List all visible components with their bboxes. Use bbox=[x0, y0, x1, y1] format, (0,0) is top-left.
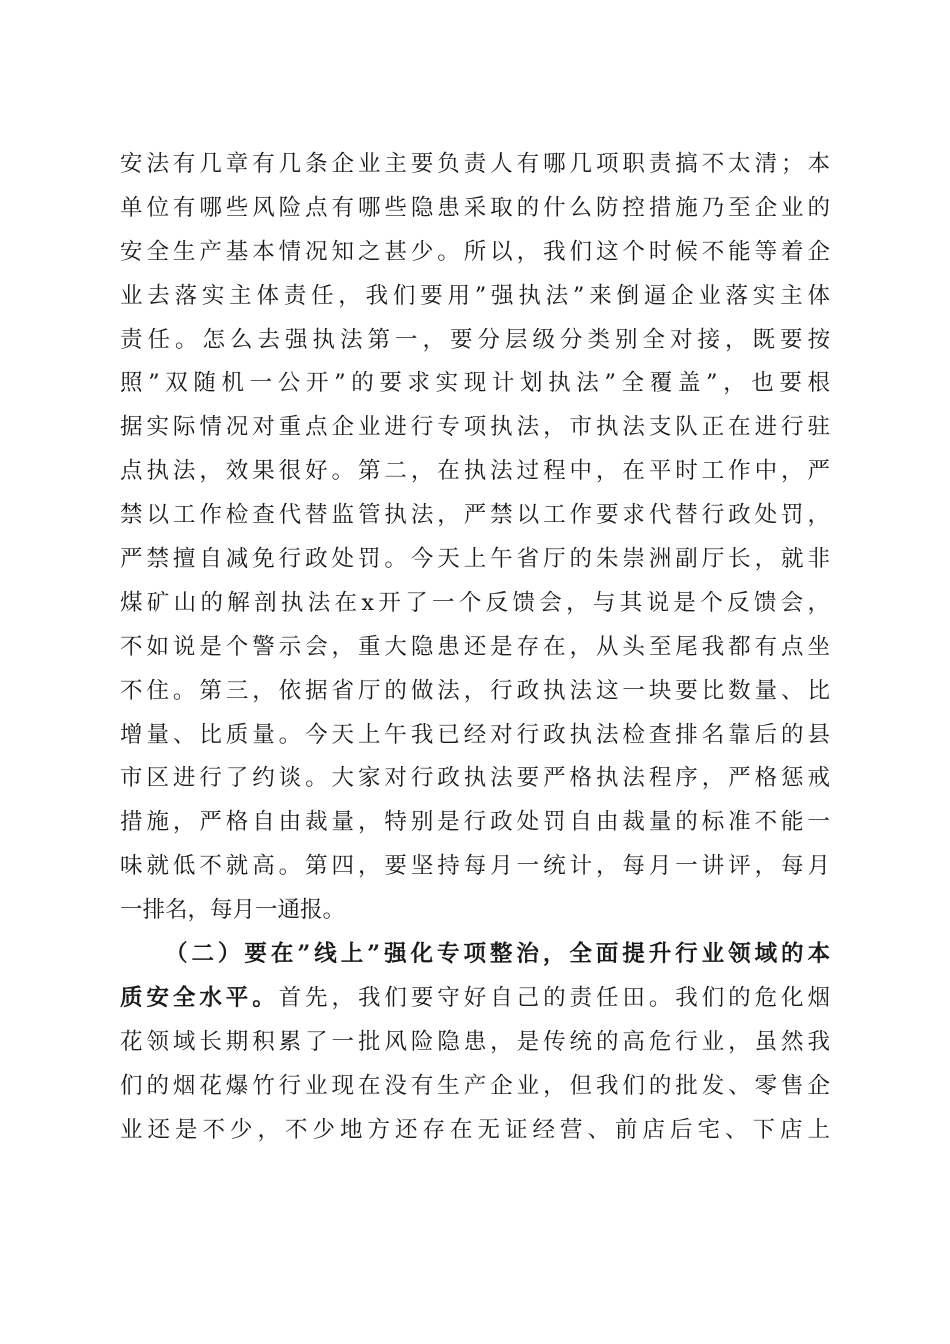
paragraph-2 bbox=[120, 933, 830, 1152]
text-line: 花领域长期积累了一批风险隐患，是传统的高危行业，虽然我 bbox=[120, 1028, 830, 1055]
text-line: 责任。怎么去强执法第一，要分层级分类别全对接，既要按 bbox=[120, 326, 830, 353]
text-line: 煤矿山的解剖执法在x开了一个反馈会，与其说是个反馈会， bbox=[120, 589, 830, 616]
paragraph-1 bbox=[120, 143, 830, 933]
section-heading-continuation: 质安全水平。 bbox=[120, 984, 279, 1011]
text-line: 们的烟花爆竹行业现在没有生产企业，但我们的批发、零售企 bbox=[120, 1072, 830, 1099]
text-line: 点执法，效果很好。第二，在执法过程中，在平时工作中，严 bbox=[120, 458, 830, 485]
text-line: 安法有几章有几条企业主要负责人有哪几项职责搞不太清；本 bbox=[120, 151, 830, 177]
text-line: 措施，严格自由裁量，特别是行政处罚自由裁量的标准不能一 bbox=[120, 809, 830, 836]
text-line: 业去落实主体责任，我们要用”强执法”来倒逼企业落实主体 bbox=[120, 282, 830, 309]
text-line: 严禁擅自减免行政处罚。今天上午省厅的朱崇洲副厅长，就非 bbox=[120, 546, 830, 573]
text-line: 照”双随机一公开”的要求实现计划执法”全覆盖”，也要根 bbox=[120, 370, 830, 397]
text-line: 业还是不少，不少地方还存在无证经营、前店后宅、下店上 bbox=[120, 1116, 830, 1143]
text-line: 安全生产基本情况知之甚少。所以，我们这个时候不能等着企 bbox=[120, 238, 830, 265]
text-line: 增量、比质量。今天上午我已经对行政执法检查排名靠后的县 bbox=[120, 721, 830, 748]
text-line: 市区进行了约谈。大家对行政执法要严格执法程序，严格惩戒 bbox=[120, 765, 830, 792]
text-line: 据实际情况对重点企业进行专项执法，市执法支队正在进行驻 bbox=[120, 414, 830, 441]
text-line-rest: 首先，我们要守好自己的责任田。我们的危化烟 bbox=[278, 984, 830, 1011]
text-line bbox=[120, 977, 830, 1021]
document-body bbox=[120, 143, 830, 1152]
text-line: 禁以工作检查代替监管执法，严禁以工作要求代替行政处罚， bbox=[120, 502, 830, 529]
text-line: 味就低不就高。第四，要坚持每月一统计，每月一讲评，每月 bbox=[120, 853, 830, 880]
section-heading: （二）要在”线上”强化专项整治，全面提升行业领域的本 bbox=[165, 941, 830, 968]
text-line: 一排名，每月一通报。 bbox=[120, 897, 346, 924]
text-line: 单位有哪些风险点有哪些隐患采取的什么防控措施乃至企业的 bbox=[120, 194, 830, 221]
text-line: 不如说是个警示会，重大隐患还是存在，从头至尾我都有点坐 bbox=[120, 633, 830, 660]
text-line: 不住。第三，依据省厅的做法，行政执法这一块要比数量、比 bbox=[120, 677, 830, 704]
